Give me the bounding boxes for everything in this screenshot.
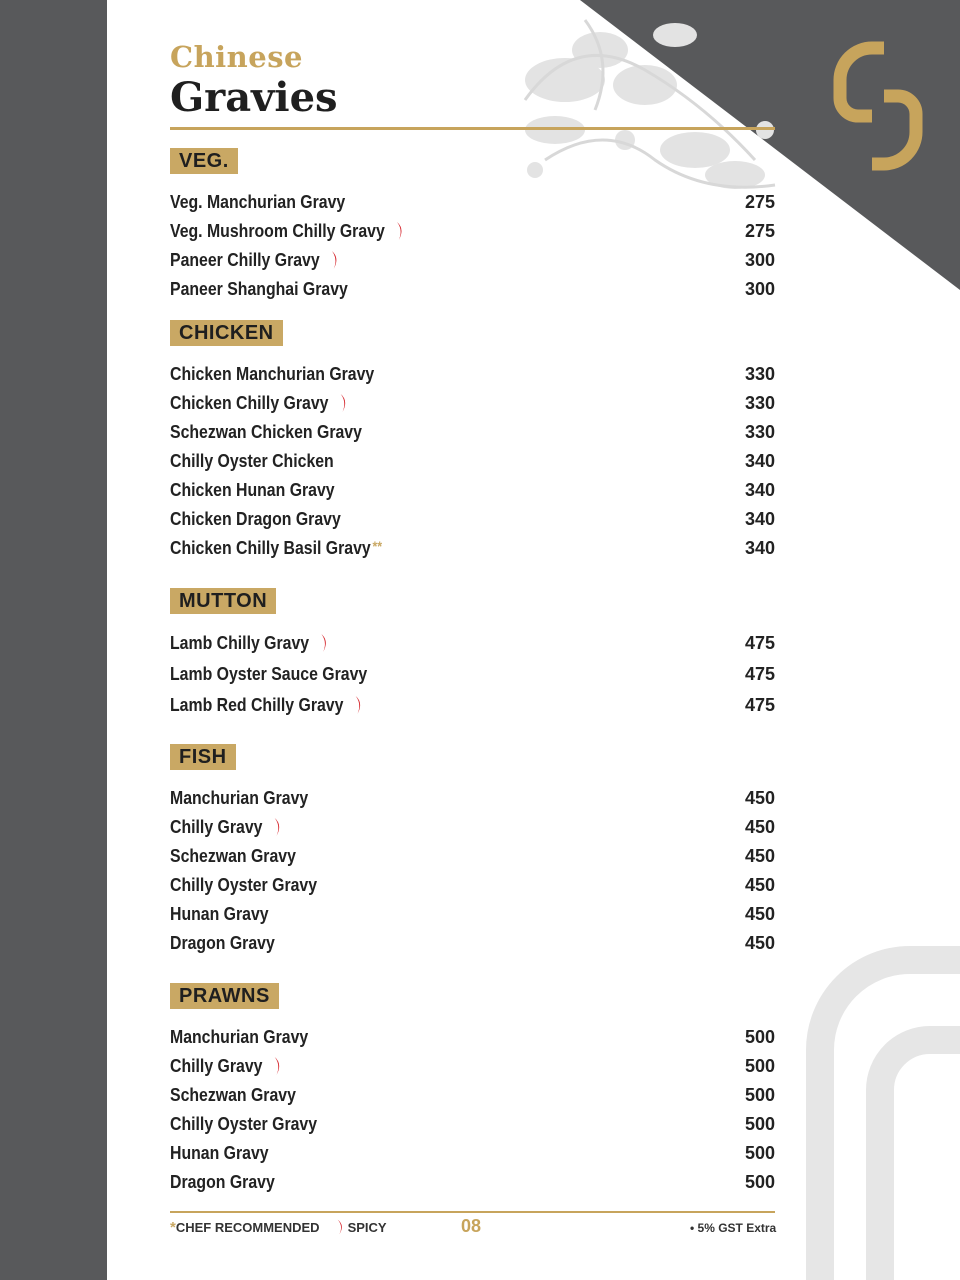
item-name-text: Hunan Gravy [170,904,269,924]
item-name [170,364,374,385]
item-name [170,279,348,300]
item-name [170,1027,308,1048]
section-items [170,628,775,721]
item-name-text: Chicken Hunan Gravy [170,480,335,500]
item-name-text: Schezwan Gravy [170,1085,296,1105]
chilli-icon [273,1056,284,1076]
menu-item [170,447,775,476]
menu-item [170,1110,775,1139]
item-name [170,192,345,213]
menu-item [170,476,775,505]
item-name [170,538,382,559]
chilli-icon [354,695,365,715]
item-name [170,221,406,242]
item-name-text: Lamb Red Chilly Gravy [170,695,344,715]
item-name [170,250,341,271]
chilli-icon [395,221,406,241]
item-name-text: Dragon Gravy [170,1172,275,1192]
menu-item [170,628,775,659]
item-price: 500 [744,1056,775,1076]
chilli-icon [330,250,341,270]
item-price: 340 [744,509,775,529]
item-name-text: Chicken Manchurian Gravy [170,364,375,384]
item-name [170,451,334,472]
menu-item [170,1139,775,1168]
item-price: 500 [744,1114,775,1134]
item-name-text: Paneer Chilly Gravy [170,250,320,270]
logo-watermark [800,930,960,1280]
item-name [170,1114,317,1135]
page-title-category: Chinese [170,40,303,74]
item-price: 330 [744,422,775,442]
chef-recommended-label: CHEF RECOMMENDED [175,1220,320,1235]
item-name-text: Chilly Gravy [170,817,263,837]
chilli-icon [336,1219,346,1235]
section-items [170,188,775,304]
item-price: 475 [744,664,775,684]
menu-item [170,275,775,304]
menu-section-mutton [170,588,775,721]
item-price: 500 [744,1172,775,1192]
menu-item [170,505,775,534]
item-price: 450 [744,933,775,953]
item-name [170,509,341,530]
item-name [170,695,365,716]
item-name-text: Chilly Oyster Gravy [170,875,318,895]
chilli-icon [339,393,350,413]
item-price: 340 [744,538,775,558]
title-divider [170,127,775,130]
item-name-text: Chicken Dragon Gravy [170,509,341,529]
item-name-text: Lamb Chilly Gravy [170,633,310,653]
item-name-text: Hunan Gravy [170,1143,269,1163]
item-name [170,788,308,809]
menu-item [170,842,775,871]
item-price: 450 [744,846,775,866]
item-name [170,1172,275,1193]
item-name [170,1085,296,1106]
footer-legend [170,1219,387,1236]
item-name [170,393,350,414]
chef-recommended-stars: ** [372,538,383,554]
menu-item [170,900,775,929]
item-price: 450 [744,788,775,808]
section-items [170,1023,775,1197]
item-name [170,480,335,501]
item-price: 450 [744,875,775,895]
page-title: Gravies [170,74,338,121]
menu-section-fish [170,744,775,958]
item-price: 475 [744,633,775,653]
item-name-text: Lamb Oyster Sauce Gravy [170,664,368,684]
section-items [170,784,775,958]
menu-item [170,690,775,721]
item-price: 330 [744,393,775,413]
section-label: CHICKEN [170,320,283,346]
item-price: 500 [744,1027,775,1047]
chilli-icon [320,633,331,653]
menu-item [170,217,775,246]
item-price: 340 [744,480,775,500]
brand-logo-icon [832,40,924,172]
item-name-text: Chilly Oyster Chicken [170,451,334,471]
menu-section-chicken [170,320,775,563]
item-name-text: Dragon Gravy [170,933,275,953]
item-price: 450 [744,817,775,837]
menu-item [170,1168,775,1197]
footer-divider [170,1211,775,1213]
spicy-label: SPICY [347,1220,387,1235]
menu-item [170,1023,775,1052]
item-name [170,664,367,685]
item-price: 500 [744,1143,775,1163]
item-name-text: Chilly Gravy [170,1056,263,1076]
item-name [170,817,284,838]
item-price: 330 [744,364,775,384]
item-price: 450 [744,904,775,924]
menu-item [170,360,775,389]
menu-item [170,1052,775,1081]
item-price: 500 [744,1085,775,1105]
item-name [170,933,275,954]
menu-item [170,929,775,958]
menu-item [170,813,775,842]
item-name-text: Manchurian Gravy [170,1027,309,1047]
section-label: PRAWNS [170,983,279,1009]
item-price: 300 [744,279,775,299]
item-name-text: Paneer Shanghai Gravy [170,279,348,299]
section-label: VEG. [170,148,238,174]
chef-star: * [170,1219,176,1236]
chilli-icon [273,817,284,837]
menu-item [170,246,775,275]
menu-item [170,784,775,813]
gst-note: • 5% GST Extra [690,1221,777,1235]
item-name-text: Manchurian Gravy [170,788,309,808]
item-name [170,1056,284,1077]
menu-item [170,659,775,690]
menu-item [170,1081,775,1110]
menu-item [170,188,775,217]
item-name [170,875,317,896]
item-name-text: Schezwan Chicken Gravy [170,422,362,442]
item-name-text: Chicken Chilly Gravy [170,393,329,413]
item-name [170,633,330,654]
menu-section-prawns [170,983,775,1197]
left-sidebar-band [0,0,107,1280]
section-label: FISH [170,744,236,770]
item-name [170,904,269,925]
item-name-text: Chilly Oyster Gravy [170,1114,318,1134]
menu-item [170,534,775,563]
item-price: 475 [744,695,775,715]
item-name-text: Veg. Mushroom Chilly Gravy [170,221,385,241]
item-price: 300 [744,250,775,270]
section-label: MUTTON [170,588,276,614]
menu-item [170,389,775,418]
item-name [170,846,296,867]
item-name [170,1143,269,1164]
menu-section-veg [170,148,775,304]
item-price: 275 [744,192,775,212]
menu-item [170,418,775,447]
item-name-text: Chicken Chilly Basil Gravy [170,538,371,558]
menu-item [170,871,775,900]
section-items [170,360,775,563]
item-price: 340 [744,451,775,471]
item-name [170,422,362,443]
page-number: 08 [461,1216,482,1236]
item-name-text: Schezwan Gravy [170,846,296,866]
item-name-text: Veg. Manchurian Gravy [170,192,346,212]
item-price: 275 [744,221,775,241]
